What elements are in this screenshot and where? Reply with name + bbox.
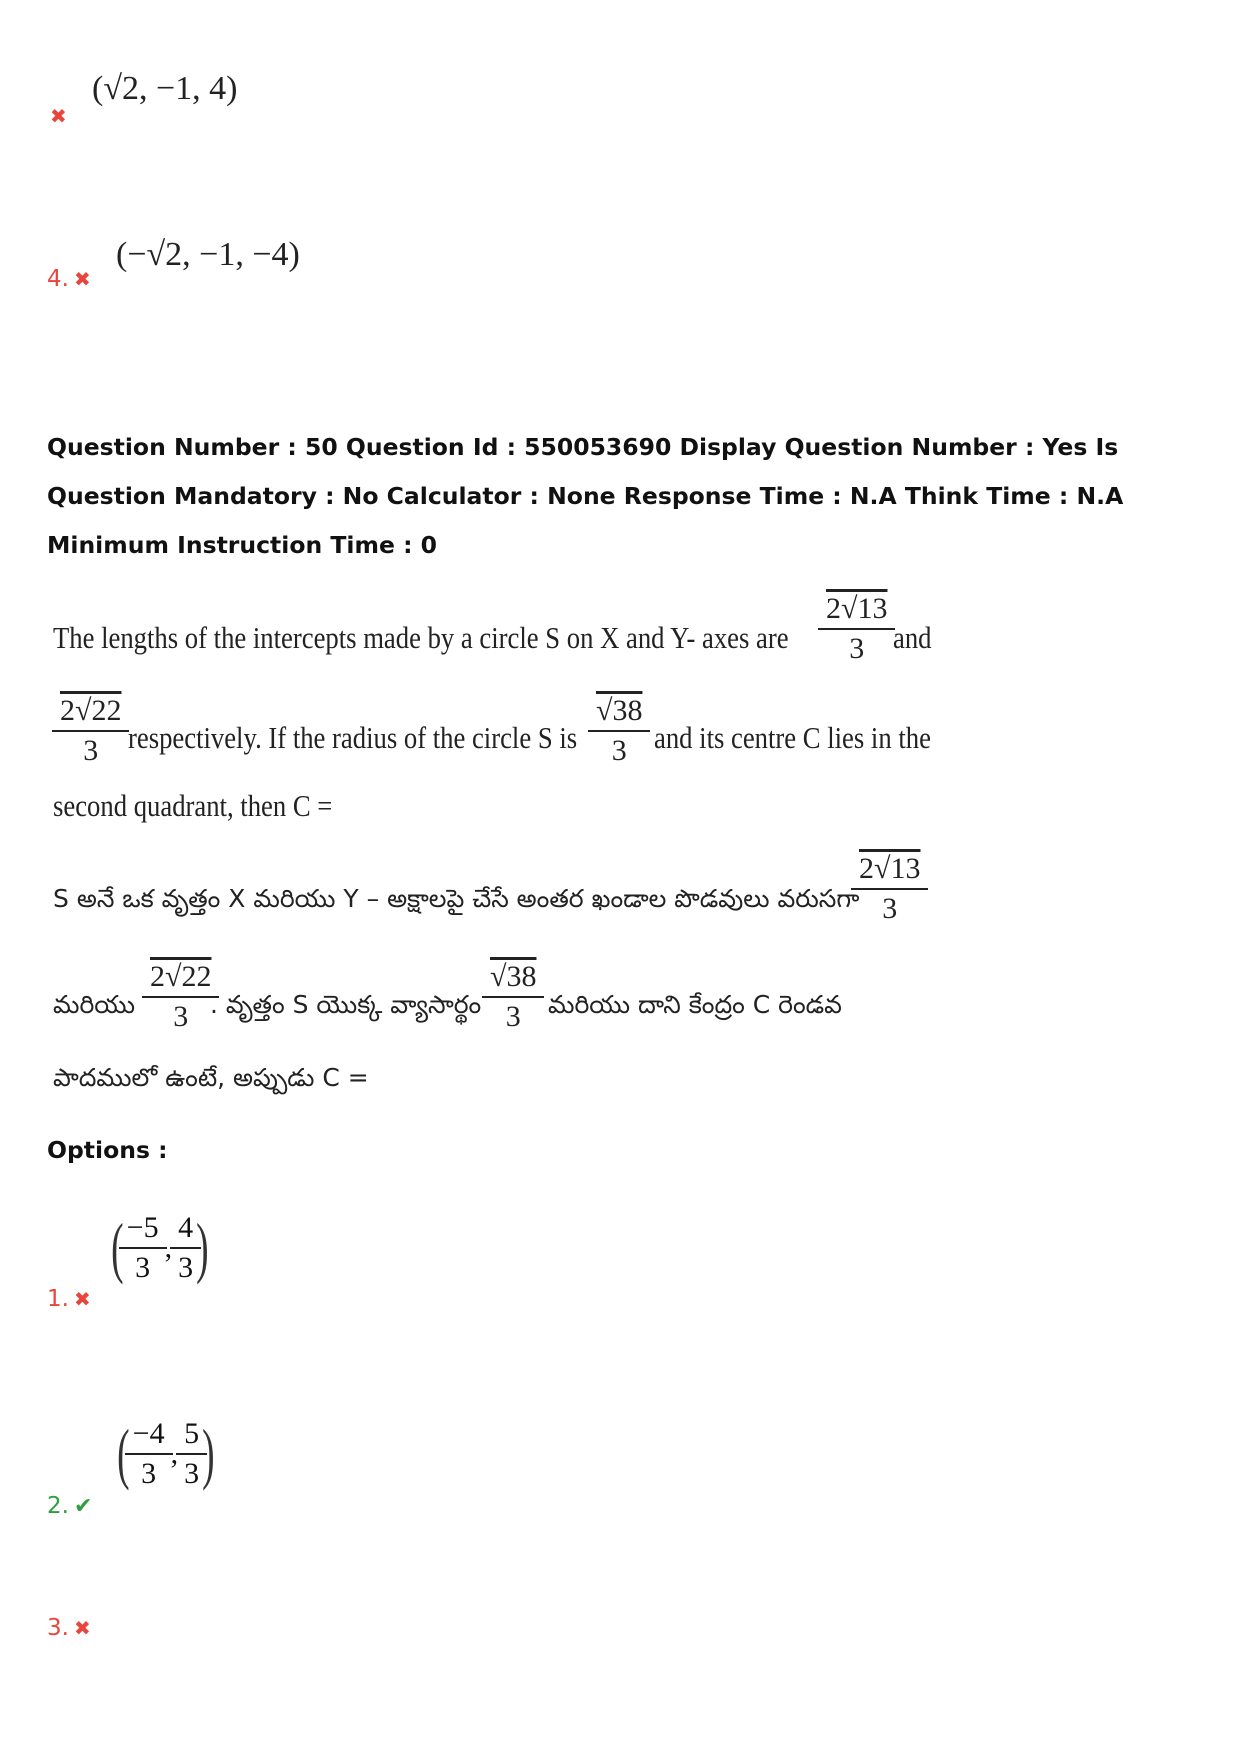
prev-option-4[interactable] bbox=[47, 266, 91, 292]
option-number: 4. bbox=[47, 266, 69, 292]
wrong-icon: ✖ bbox=[74, 1287, 91, 1311]
wrong-icon: ✖ bbox=[74, 1616, 91, 1640]
option-2-expr: ( $\frac{-4}{3}$ , $\frac{5}{3}$ ) bbox=[117, 1415, 215, 1491]
prev-option-3-expr: (√2, −1, 4) bbox=[92, 70, 238, 107]
wrong-icon: ✖ bbox=[50, 104, 67, 128]
question-te-line2a: మరియు bbox=[53, 990, 136, 1019]
question-en-line3: second quadrant, then C = bbox=[53, 788, 333, 823]
question-en-line2a: respectively. If the radius of the circle S is bbox=[128, 720, 578, 755]
question-header: Question Number : 50 Question Id : 550053690 Display Question Number : Yes Is Question Mandatory : No Calculator : None Response Time : N.A Think Time : N.A Minimum Instruction Time : 0 bbox=[47, 433, 1124, 559]
check-icon: ✔ bbox=[74, 1494, 93, 1519]
prev-option-3[interactable] bbox=[50, 104, 67, 128]
fraction-sqrt38-over-3: $\frac{√38}{3}$ bbox=[592, 694, 646, 768]
option-1[interactable] bbox=[47, 1286, 91, 1312]
question-te-line3: పాదములో ఉంటే, అప్పుడు C = bbox=[53, 1063, 369, 1092]
question-te-line2b: . వృత్తం S యొక్క వ్యాసార్థం bbox=[210, 990, 482, 1019]
prev-option-4-expr: (−√2, −1, −4) bbox=[116, 236, 300, 273]
options-label: Options : bbox=[47, 1136, 168, 1164]
fraction-te-sqrt38-over-3: $\frac{√38}{3}$ bbox=[486, 960, 540, 1034]
fraction-2sqrt22-over-3: $\frac{2√22}{3}$ bbox=[56, 694, 125, 768]
left-paren-icon: ( bbox=[111, 1209, 124, 1285]
question-te-line1: S అనే ఒక వృత్తం X మరియు Y – అక్షాలపై చేసే అంతర ఖండాల పొడవులు వరుసగా bbox=[53, 884, 860, 913]
fraction-2sqrt13-over-3: $\frac{2√13}{3}$ bbox=[822, 592, 891, 666]
wrong-icon: ✖ bbox=[74, 267, 91, 291]
question-te-line2c: మరియు దాని కేంద్రం C రెండవ bbox=[548, 990, 842, 1019]
fraction-te-2sqrt13-over-3: $\frac{2√13}{3}$ bbox=[855, 852, 924, 926]
right-paren-icon: ) bbox=[196, 1209, 209, 1285]
option-1-expr: ( $\frac{-5}{3}$ , $\frac{4}{3}$ ) bbox=[111, 1209, 209, 1285]
question-en-line2b: and its centre C lies in the bbox=[654, 720, 931, 755]
question-en-and: and bbox=[893, 620, 932, 655]
left-paren-icon: ( bbox=[117, 1415, 130, 1491]
option-3[interactable] bbox=[47, 1615, 91, 1641]
option-number: 3. bbox=[47, 1615, 69, 1641]
option-2[interactable] bbox=[47, 1493, 92, 1519]
option-number: 2. bbox=[47, 1493, 69, 1519]
fraction-te-2sqrt22-over-3: $\frac{2√22}{3}$ bbox=[146, 960, 215, 1034]
question-en-line1: The lengths of the intercepts made by a circle S on X and Y- axes are bbox=[53, 620, 789, 655]
right-paren-icon: ) bbox=[202, 1415, 215, 1491]
option-number: 1. bbox=[47, 1286, 69, 1312]
